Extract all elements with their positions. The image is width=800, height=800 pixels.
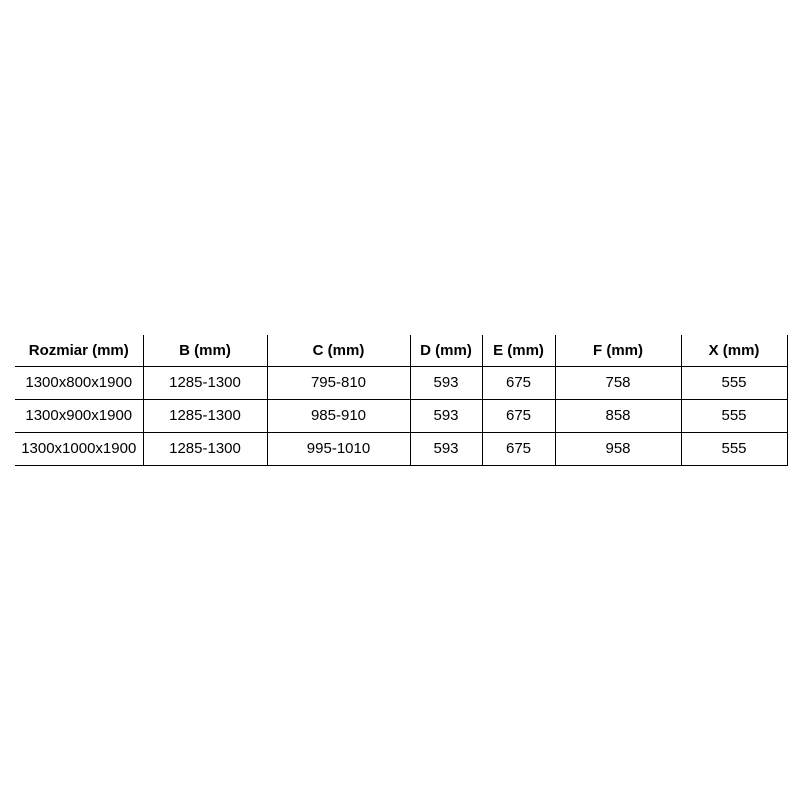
table-cell: 1285-1300 xyxy=(143,399,267,432)
header-cell-e: E (mm) xyxy=(482,335,555,366)
table-cell: 675 xyxy=(482,399,555,432)
table-cell: 1300x800x1900 xyxy=(15,366,143,399)
table-cell: 1285-1300 xyxy=(143,432,267,465)
header-cell-d: D (mm) xyxy=(410,335,482,366)
table-cell: 675 xyxy=(482,432,555,465)
table-cell: 958 xyxy=(555,432,681,465)
header-row xyxy=(15,335,787,366)
header-cell-x: X (mm) xyxy=(681,335,787,366)
table-cell: 1285-1300 xyxy=(143,366,267,399)
table-row xyxy=(15,432,787,465)
header-cell-c: C (mm) xyxy=(267,335,410,366)
table-cell: 985-910 xyxy=(267,399,410,432)
table-cell: 555 xyxy=(681,432,787,465)
table-cell: 758 xyxy=(555,366,681,399)
header-cell-b: B (mm) xyxy=(143,335,267,366)
table-cell: 1300x1000x1900 xyxy=(15,432,143,465)
table-row xyxy=(15,399,787,432)
table-cell: 593 xyxy=(410,366,482,399)
table-row xyxy=(15,366,787,399)
table-cell: 593 xyxy=(410,399,482,432)
table-cell: 555 xyxy=(681,399,787,432)
table-cell: 593 xyxy=(410,432,482,465)
size-spec-table xyxy=(15,335,788,466)
table-cell: 995-1010 xyxy=(267,432,410,465)
header-cell-f: F (mm) xyxy=(555,335,681,366)
table-cell: 858 xyxy=(555,399,681,432)
table-cell: 1300x900x1900 xyxy=(15,399,143,432)
table-cell: 795-810 xyxy=(267,366,410,399)
header-cell-rozmiar: Rozmiar (mm) xyxy=(15,335,143,366)
table-cell: 555 xyxy=(681,366,787,399)
table-cell: 675 xyxy=(482,366,555,399)
